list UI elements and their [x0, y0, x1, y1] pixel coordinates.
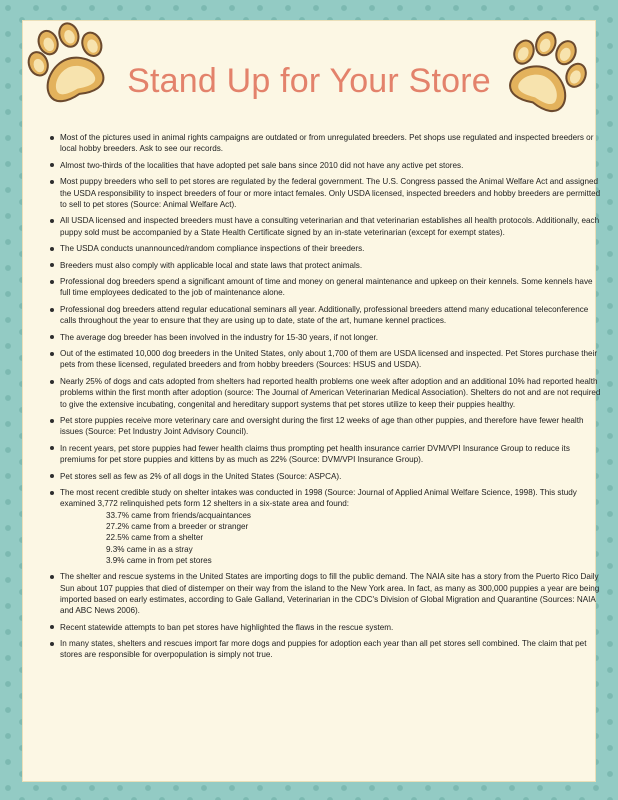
list-item: Breeders must also comply with applicable local and state laws that protect animals. — [49, 260, 601, 271]
list-item: Most of the pictures used in animal rights campaigns are outdated or from unregulated breeders. Pet shops use regulated and inspected breeders or local hobby breeders. Ask to see our records. — [49, 132, 601, 155]
stat-line: 33.7% came from friends/acquaintances — [106, 510, 251, 520]
list-item: Out of the estimated 10,000 dog breeders in the United States, only about 1,700 of them are USDA licensed and inspected. Pet Stores purchase their pets from these licensed, regulated breeders and from hobby breeders (Sources: HSUS and USDA). — [49, 348, 601, 371]
page-title: Stand Up for Your Store — [127, 62, 491, 100]
list-item: Most puppy breeders who sell to pet stores are regulated by the federal government. The U.S. Congress passed the Animal Welfare Act and assigned the USDA responsibility to inspect breeders of four or more intact females. Only USDA licensed, inspected breeders and hobby breeders are permitted to sell to pet stores (Source: Animal Welfare Act). — [49, 176, 601, 210]
stat-line: 22.5% came from a shelter — [106, 533, 204, 543]
stat-line: 27.2% came from a breeder or stranger — [106, 521, 249, 531]
stat-line: 9.3% came in as a stray — [106, 544, 193, 554]
list-item-text: The most recent credible study on shelter intakes was conducted in 1998 (Source: Journal of Applied Animal Welfare Science, 1998). This study examined 3,772 relinquished pets form 12 shelters in a six-state area and found: — [60, 488, 577, 509]
list-item: The shelter and rescue systems in the United States are importing dogs to fill the public demand. The NAIA site has a story from the Puerto Rico Daily Sun about 107 puppies that died of distemper on their way from the island to the New York area. In fact, as many as 300,000 puppies a year are being imported based on early estimates, according to Gale Galland, Veterinarian in the CDC's Division of Global Migration and Quarantine (Sources: NAIA and ABC News 2006). — [49, 571, 601, 616]
stat-line: 3.9% came in from pet stores — [106, 555, 212, 565]
list-item: In recent years, pet store puppies had fewer health claims thus prompting pet health insurance carrier DVM/VPI Insurance Group to reduce its premiums for pet store puppies and kittens by as much as 22% (Source: DVM/VPI Insurance Group). — [49, 443, 601, 466]
shelter-stats-list — [60, 510, 601, 566]
list-item: In many states, shelters and rescues import far more dogs and puppies for adoption each year than all pet stores sell combined. The claim that pet stores are responsible for overpopulation is simply not true. — [49, 638, 601, 661]
list-item: The average dog breeder has been involved in the industry for 15-30 years, if not longer. — [49, 332, 601, 343]
list-item: Professional dog breeders spend a significant amount of time and money on general maintenance and upkeep on their kennels. Some kennels have full time employees dedicated to the job of maintenance alone. — [49, 276, 601, 299]
list-item: Nearly 25% of dogs and cats adopted from shelters had reported health problems one week after adoption and an additional 10% had reported health problems within the first month after adoption (source: The Journal of American Veterinarian Medical Association). Shelters do not and are not required to give the extensive incubating, congenital and hereditary support systems that pet stores utilize to keep their puppies healthy. — [49, 376, 601, 410]
flyer-page — [22, 20, 601, 782]
list-item: Professional dog breeders attend regular educational seminars all year. Additionally, professional breeders attend many educational teleconference calls throughout the year to ensure that they are using up to date, state of the art, humane kennel practices. — [49, 304, 601, 327]
list-item: Recent statewide attempts to ban pet stores have highlighted the flaws in the rescue system. — [49, 622, 601, 633]
list-item: All USDA licensed and inspected breeders must have a consulting veterinarian and that veterinarian establishes all health protocols. Additionally, each puppy sold must be accompanied by a State Health Certificate signed by an in-state veterinarian (except for exempt states). — [49, 215, 601, 238]
facts-list — [49, 132, 601, 666]
list-item — [49, 487, 601, 566]
list-item: The USDA conducts unannounced/random compliance inspections of their breeders. — [49, 243, 601, 254]
list-item: Pet store puppies receive more veterinary care and oversight during the first 12 weeks of age than other puppies, and therefore have fewer health issues (Source: Pet Industry Joint Advisory Council). — [49, 415, 601, 438]
list-item: Pet stores sell as few as 2% of all dogs in the United States (Source: ASPCA). — [49, 471, 601, 482]
list-item: Almost two-thirds of the localities that have adopted pet sale bans since 2010 did not have any active pet stores. — [49, 160, 601, 171]
